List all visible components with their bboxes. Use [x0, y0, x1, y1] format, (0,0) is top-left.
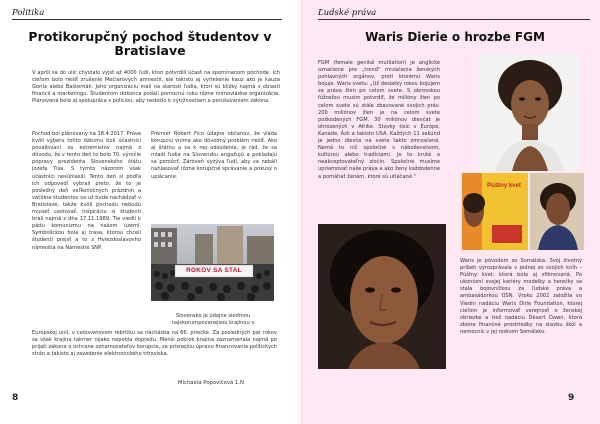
author-credit: Michaela Popovičová 1.N [178, 380, 244, 386]
page-gutter [297, 0, 303, 424]
article-title-right: Waris Dierie o hrozbe FGM [365, 30, 545, 44]
section-heading-human-rights: Ľudské práva [318, 8, 377, 18]
book-cover-portrait [530, 173, 584, 250]
bottom-paragraph: Európskej únii, v celosvetovom rebríčku sa nachádza na 66. priečke. Za posledných pár rokov sa však krajina takmer nijako nepohla dopredu. Menší pokrok krajina zaznamenala najmä po prijatí zákona o ochrane oznamovateľov korupcie, za prísnejšiu úpravu financovania politických strán a takisto aj zavedenie elektronického trhoviska. [32, 330, 277, 358]
section-heading-politics: Politika [12, 8, 45, 18]
protest-crowd-photo [151, 224, 274, 301]
page-number-left: 8 [12, 393, 19, 403]
woman-closeup-photo [318, 224, 446, 369]
column-two-text: Premiér Róbert Fico údajne občanov, že vláda korupciu vníma ako dôvodný problém riešiť. Ako aj štátnu a sa k nej odsúdenie, je rád, že sa mladí ľudia na Slovensku angažujú a pokladajú sa pomôcť. Zároveň vyzýva ľudí, aby sa nebáli nahlasovať rôzne korupčné správanie a pokusy o uplácanie. [151, 131, 277, 180]
right-page [300, 0, 600, 424]
column-one-text: Pochod bol plánovaný na 18.4.2017. Práve kvôli výberu tohto dátumu boli účastníci považovaní za extrémistov najmä z dôvodu, že v tento deň to bolo 70. výročie popravy prezidenta Slovenského štátu Jozefa Tisa. S týmto názorom však účastníci nesúhlasili. Tento deň si podľa ich odpovedí vybrali preto, že to je posledný deň veľkonočných prázdnin a väčšina študentov sa už bude nachádzať v Bratislave, takže kvôli pochodu nebudú musieť cestovať. Inšpiráciu si študenti brali najmä z dňa 17.11.1989. Tie viedli k pádu komunizmu na našom území. Symbolickou bola aj trasa, ktorou chceli študenti prejsť a to z Hviezdoslavovho námestia na Námestie SNP. [32, 131, 141, 251]
page-number-right: 9 [568, 393, 575, 403]
right-column-two-text: Waris je pôvodom zo Somálska. Svoj životný príbeh vyrozprávala v jednej zo svojich kníh – Púštny kvet, ktorá bola aj sfilmovaná. Po ukončení svojej kariéry modelky a herečky sa stala bojovníčkou za ľudské práva a ambasádorkou OSN. Vroku 2002 založila vo Viedni nadáciu Waris Dirie Foundation, ktorej cieľom je informovať verejnosť o ženskej obriezke a tiež nadáciu Desert Dawn, ktorá zbiera finančné prostriedky na stavbu škôl a nemocníc v jej rodnom Somálsku. [460, 258, 582, 335]
book-cover-photo [462, 173, 528, 250]
header-rule-right [318, 19, 590, 20]
cover-portrait-illustration [530, 173, 584, 250]
book-title-text: Púštny kvet [487, 183, 521, 189]
woman-portrait-photo [478, 54, 580, 171]
closeup-illustration [318, 224, 446, 369]
protest-banner-text: ROKOV SA STAL [186, 267, 242, 274]
intro-paragraph: V apríli sa do ulíc chystalo vyjsť až 4000 ľudí, ktorí potvrdili účasť na spomínanom pochode. Ich cieľom bolo riešiť zrušenie Mečiarových amnestií, ale takisto aj vyriešenie kauz ako je kauza Gorila alebo Bašternák. Jeho organizáciu mali na starosti ľudia, ktorí sú blízky najmä v oblasti financií a marketingu. Študentom dokonca podali pomocnú ruku rôzne mimovládne organizácie. Plánovaná bola aj spolupráca s políciou, aby nedošlo k výtržnostiam a porušovaniam zákona. [32, 70, 280, 105]
portrait-illustration [478, 54, 580, 171]
right-column-one-text: FGM (female genital mutilation) je anglické označenie pre „trend" mrzačenia ženských pohlavných orgánov, proti ktorému Waris bojuje. Waris svetu: „Už desiatky rokov bojujem za práva žien po celom svete. S obrovskou fúžosťou musím potvrdiť, že milióny žien po celom svete sú stále zbavované svojich práv. 200 miliónov žien je na celom svete poškodených FGM. 30 miliónov dievčat je ohrozených v Afrike. Stovky tisíc v Európe, Kanade, Ázii a takisto USA. Každých 11 sekúnd je jedno dievča na svete takto zmrzačené. Nemá to nič spoločné s náboženstvom, kultúrou alebo tradíciami. Je to kruté a neakceptovateľný zločin. Spoločne musíme upriamovať naše práva a ako ženy každodenne a pomáhať ženám, ktoré sú utláčané." [318, 60, 440, 180]
photo-caption: Slovensko je údajne siedmou najskorumpovanejšou krajinou v [171, 313, 255, 327]
header-rule [12, 19, 282, 20]
article-title: Protikorupčný pochod študentov v Bratislave [28, 29, 272, 58]
protest-scene-illustration [151, 224, 274, 301]
